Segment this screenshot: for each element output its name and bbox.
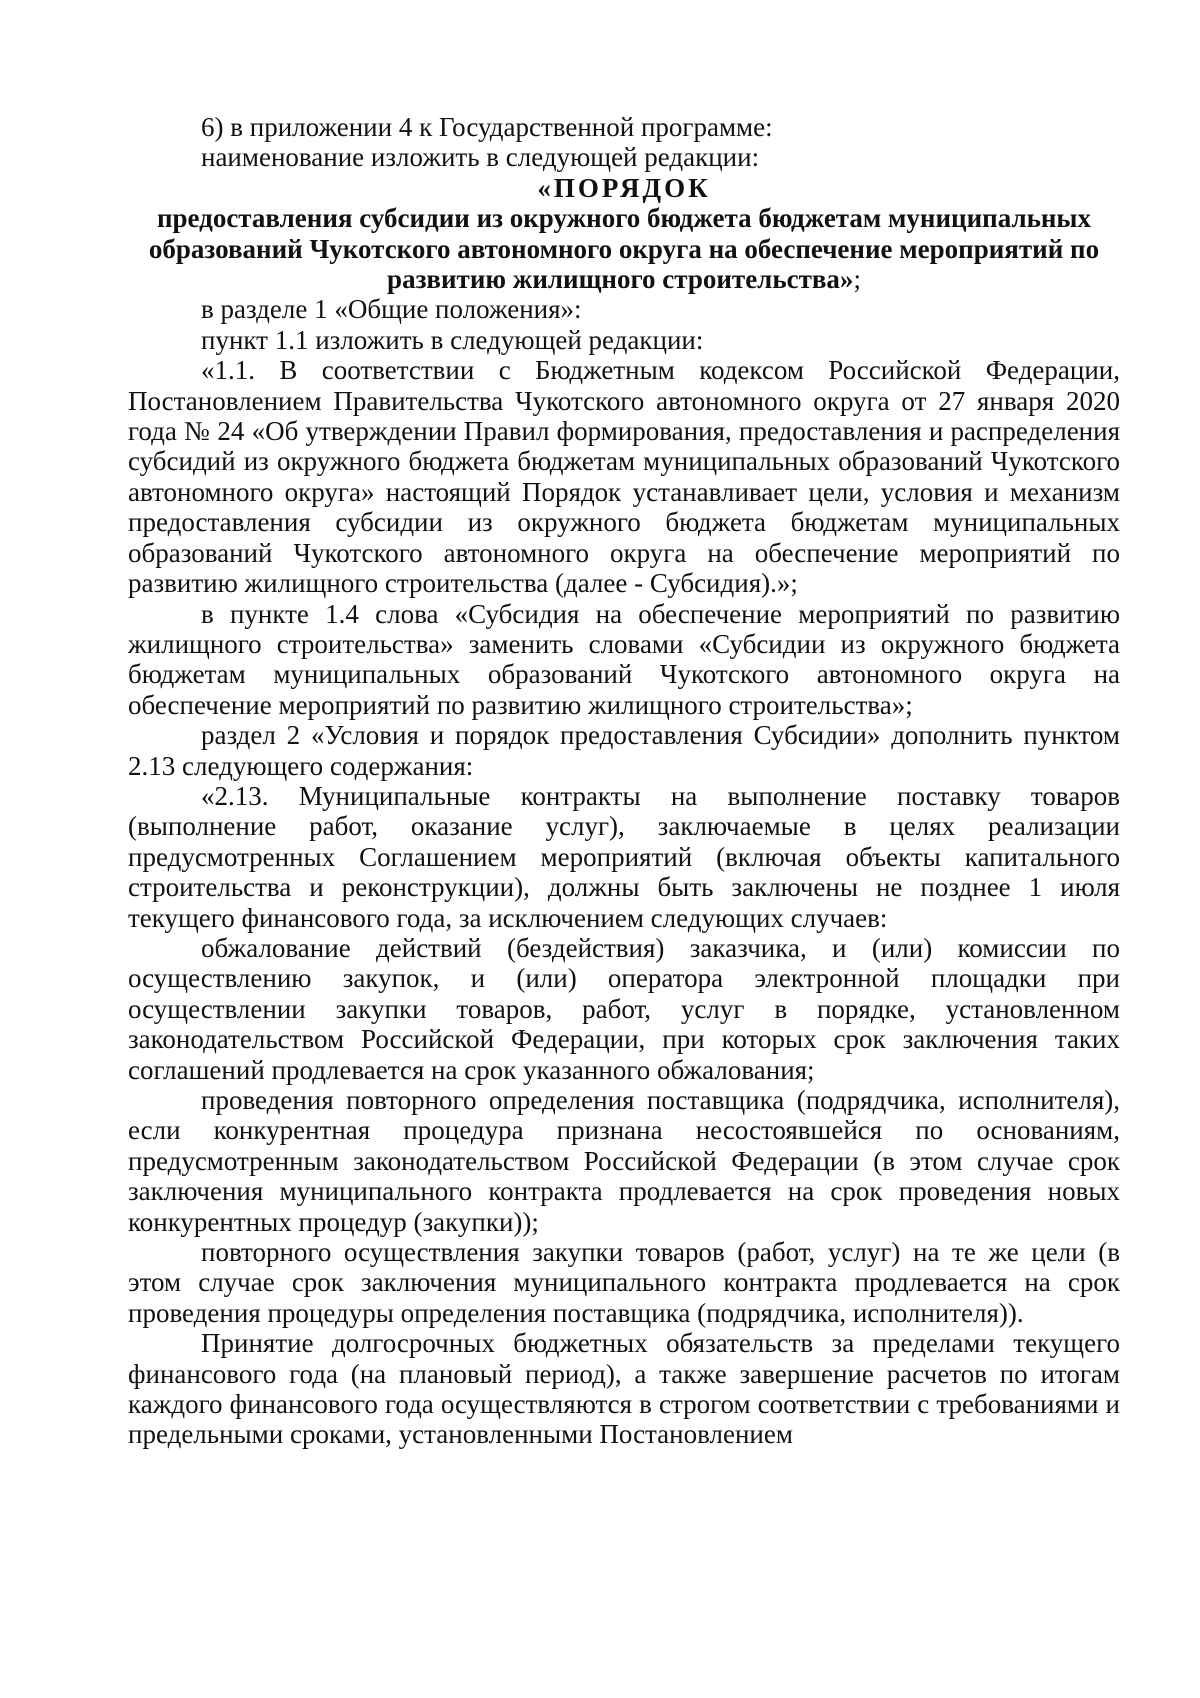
- paragraph-point-1-1: «1.1. В соответствии с Бюджетным кодексом Российской Федерации, Постановлением Правительства Чукотского автономного округа от 27 января 2020 года № 24 «Об утверждении Правил формирования, предоставления и распределения субсидий из окружного бюджета бюджетам муниципальных образований Чукотского автономного округа» настоящий Порядок устанавливает цели, условия и механизм предоставления субсидии из окружного бюджета бюджетам муниципальных образований Чукотского автономного округа на обеспечение мероприятий по развитию жилищного строительства (далее - Субсидия).»;: [128, 355, 1120, 599]
- document-subtitle-text: предоставления субсидии из окружного бюджета бюджетам муниципальных образований Чукотского автономного округа на обеспечение мероприятий по развитию жилищного строительства»: [148, 203, 1100, 295]
- paragraph-long-term-obligations: Принятие долгосрочных бюджетных обязательств за пределами текущего финансового года (на плановый период), а также завершение расчетов по итогам каждого финансового года осуществляются в строгом соответствии с требованиями и предельными сроками, установленными Постановлением: [128, 1328, 1120, 1450]
- document-page: [128, 112, 1120, 1450]
- document-subtitle-suffix: ;: [853, 264, 861, 295]
- paragraph-point-1-4: в пункте 1.4 слова «Субсидия на обеспечение мероприятий по развитию жилищного строительства» заменить словами «Субсидии из окружного бюджета бюджетам муниципальных образований Чукотского автономного округа на обеспечение мероприятий по развитию жилищного строительства»;: [128, 598, 1120, 720]
- intro-line-1: 6) в приложении 4 к Государственной программе:: [201, 112, 773, 142]
- paragraph-case-repeat-determination: проведения повторного определения поставщика (подрядчика, исполнителя), если конкурентная процедура признана несостоявшейся по основаниям, предусмотренным законодательством Российской Федерации (в этом случае срок заключения муниципального контракта продлевается на срок проведения новых конкурентных процедур (закупки));: [128, 1085, 1120, 1237]
- document-subtitle: [128, 203, 1120, 294]
- paragraph-case-appeal: обжалование действий (бездействия) заказчика, и (или) комиссии по осуществлению закупок, и (или) оператора электронной площадки при осуществлении закупки товаров, работ, услуг в порядке, установленном законодательством Российской Федерации, при которых срок заключения таких соглашений продлевается на срок указанного обжалования;: [128, 932, 1120, 1085]
- paragraph-point-2-13: «2.13. Муниципальные контракты на выполнение поставку товаров (выполнение работ, оказание услуг), заключаемые в целях реализации предусмотренных Соглашением мероприятий (включая объекты капитального строительства и реконструкции), должны быть заключены не позднее 1 июля текущего финансового года, за исключением следующих случаев:: [128, 780, 1120, 933]
- paragraph-case-repeat-procurement: повторного осуществления закупки товаров (работ, услуг) на те же цели (в этом случае срок заключения муниципального контракта продлевается на срок проведения процедуры определения поставщика (подрядчика, исполнителя)).: [128, 1237, 1120, 1328]
- intro-line-2: наименование изложить в следующей редакции:: [201, 142, 760, 173]
- paragraph-section-2: раздел 2 «Условия и порядок предоставления Субсидии» дополнить пунктом 2.13 следующего содержания:: [128, 720, 1120, 781]
- paragraph-section-1: в разделе 1 «Общие положения»:: [201, 294, 582, 325]
- paragraph-point-1-1-intro: пункт 1.1 изложить в следующей редакции:: [201, 324, 704, 355]
- document-title: «ПОРЯДОК: [537, 172, 711, 203]
